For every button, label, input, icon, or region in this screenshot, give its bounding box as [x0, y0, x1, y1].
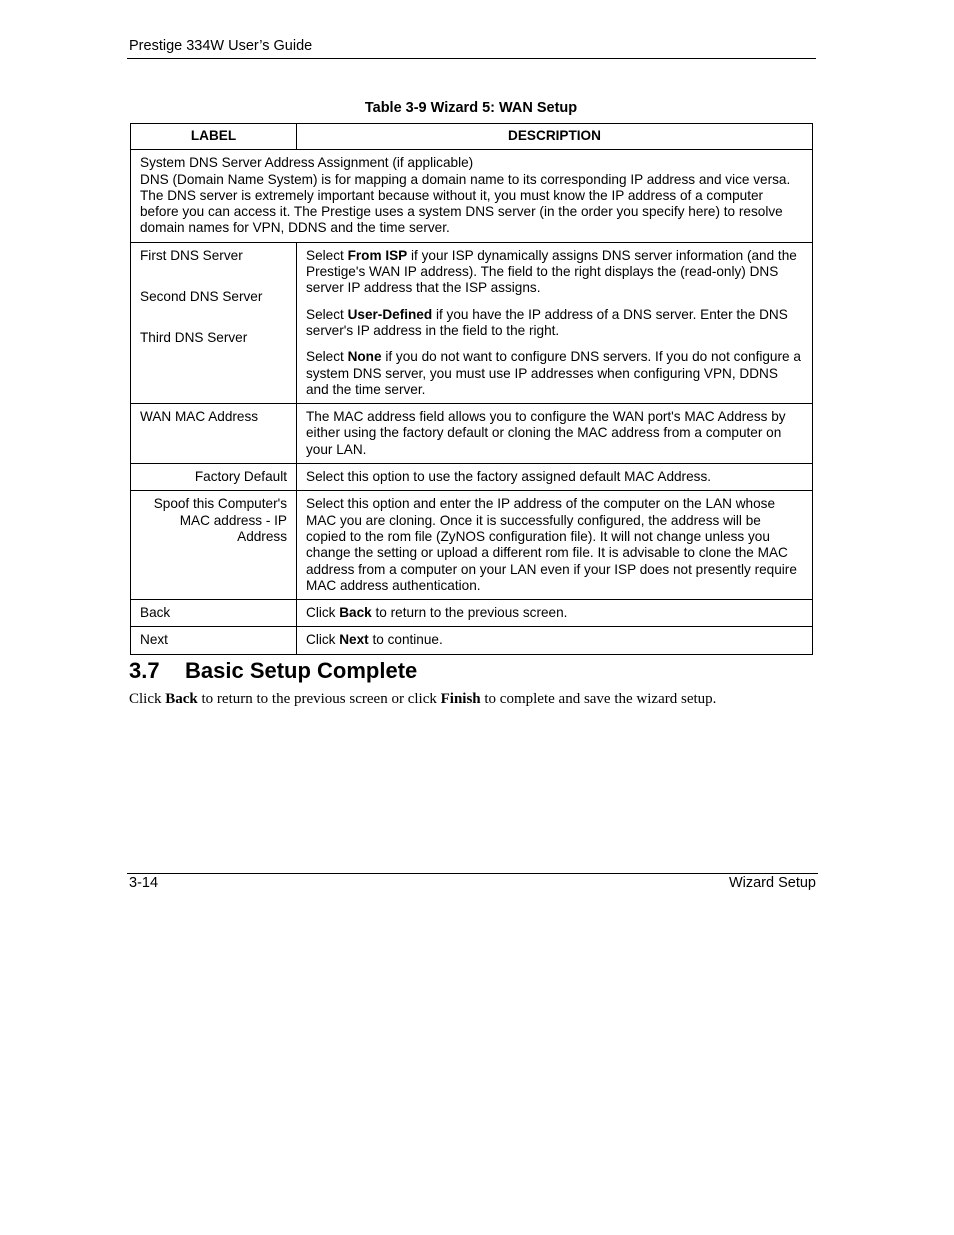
section-body-text: Click Back to return to the previous screen or click Finish to complete and save the wizard setup. — [129, 691, 717, 707]
running-header: Prestige 334W User’s Guide — [129, 38, 313, 54]
desc-next: Click Next to continue. — [297, 627, 813, 654]
dns-section-text: DNS (Domain Name System) is for mapping a domain name to its corresponding IP address and vice versa. The DNS server is extremely important because without it, you must know the IP address of a computer before you can access it. The Prestige uses a system DNS server (in the order you specify here) to resolve domain names for VPN, DDNS and the time server. — [140, 171, 791, 236]
dns-section-title: System DNS Server Address Assignment (if applicable) — [140, 155, 474, 171]
label-spoof-mac: Spoof this Computer's MAC address - IP Address — [131, 491, 297, 600]
desc-wan-mac-address: The MAC address field allows you to configure the WAN port's MAC Address by either using the factory default or cloning the MAC address from a computer on your LAN. — [297, 404, 813, 464]
label-wan-mac-address: WAN MAC Address — [131, 404, 297, 464]
dns-section-cell — [131, 150, 813, 242]
desc-factory-default: Select this option to use the factory assigned default MAC Address. — [297, 464, 813, 491]
section-number: 3.7 — [129, 658, 160, 683]
table-row-wan-mac — [131, 404, 813, 464]
table-header-row — [131, 124, 813, 150]
dns-server-labels — [131, 242, 297, 403]
chapter-name: Wizard Setup — [728, 875, 816, 891]
header-rule — [127, 58, 816, 59]
table-row-back — [131, 600, 813, 627]
page-number: 3-14 — [129, 875, 159, 891]
label-third-dns-server: Third DNS Server — [140, 330, 248, 346]
table-row-factory-default — [131, 464, 813, 491]
label-first-dns-server: First DNS Server — [140, 247, 243, 263]
table-row-next — [131, 627, 813, 654]
label-second-dns-server: Second DNS Server — [140, 289, 263, 305]
label-back: Back — [131, 600, 297, 627]
desc-user-defined: Select User-Defined if you have the IP address of a DNS server. Enter the DNS server's IP address in the field to the right. — [306, 306, 788, 338]
column-header-description: DESCRIPTION — [297, 124, 813, 150]
dns-server-description — [297, 242, 813, 403]
wan-setup-table — [130, 123, 813, 655]
table-row-spoof — [131, 491, 813, 600]
column-header-label: LABEL — [131, 124, 297, 150]
desc-back: Click Back to return to the previous screen. — [297, 600, 813, 627]
desc-none: Select None if you do not want to configure DNS servers. If you do not configure a system DNS server, you must use IP addresses when configuring VPN, DDNS and the time server. — [306, 349, 801, 397]
footer-rule — [127, 873, 818, 874]
label-factory-default: Factory Default — [131, 464, 297, 491]
table-caption: Table 3-9 Wizard 5: WAN Setup — [364, 100, 578, 116]
table-row-dns-section — [131, 150, 813, 242]
table-row-dns-servers — [131, 242, 813, 403]
section-heading — [129, 658, 417, 684]
label-next: Next — [131, 627, 297, 654]
desc-from-isp: Select From ISP if your ISP dynamically assigns DNS server information (and the Prestige's WAN IP address). The field to the right displays the (read-only) DNS server IP address that the ISP assigns. — [306, 247, 797, 296]
section-title: Basic Setup Complete — [185, 658, 418, 683]
desc-spoof-mac: Select this option and enter the IP address of the computer on the LAN whose MAC you are cloning. Once it is successfully configured, the address will be copied to the rom file (ZyNOS configuration file). It will not change unless you change the setting or upload a different rom file. It is advisable to clone the MAC address from a computer on your LAN even if your ISP does not presently require MAC address authentication. — [297, 491, 813, 600]
